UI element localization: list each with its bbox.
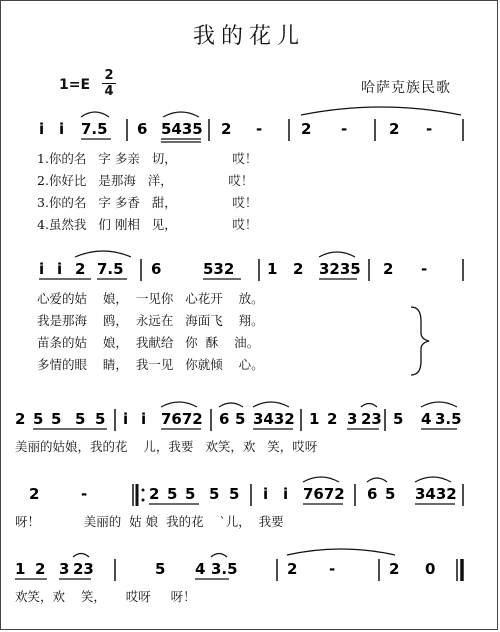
page-title: 我的花儿 — [192, 24, 305, 49]
note: 2 — [75, 260, 86, 278]
note: 3 — [59, 560, 70, 578]
notation-row-1 — [1, 101, 499, 151]
lyric-line: 多情的眼 睛， 我一见 你就倾 心。 — [37, 357, 264, 372]
note: 3.5 — [211, 560, 238, 578]
music-system-3 — [1, 391, 499, 454]
note: 2 — [327, 410, 338, 428]
lyric-line: 欢笑，欢 笑， 哎呀 呀！ — [15, 589, 196, 604]
note: 6 — [137, 120, 148, 138]
note: 5 — [167, 485, 178, 503]
note: 5 — [155, 560, 166, 578]
slur — [361, 404, 377, 408]
note: 1 — [309, 410, 320, 428]
note: 2 — [149, 485, 160, 503]
note: i — [39, 120, 45, 138]
slur — [367, 478, 387, 482]
time-denominator: 4 — [104, 84, 114, 99]
tie — [301, 107, 461, 115]
lyric-line: 2.你好比 是那海 洋， 哎！ — [37, 173, 254, 188]
key-signature: 1=E — [59, 77, 91, 93]
note: 3 — [347, 410, 358, 428]
slur — [421, 402, 457, 407]
song-origin: 哈萨克族民歌 — [361, 80, 451, 96]
slur — [219, 403, 243, 407]
note: 6 — [367, 485, 378, 503]
note: 6 — [219, 410, 230, 428]
note: 4 — [421, 410, 432, 428]
note: i — [283, 485, 289, 503]
note: 5 — [385, 485, 396, 503]
slur — [303, 477, 339, 482]
note: i — [123, 410, 129, 428]
slur — [81, 112, 109, 117]
music-system-5 — [1, 541, 499, 621]
notation-row-4 — [1, 466, 499, 516]
note: 2 — [293, 260, 304, 278]
music-system-4 — [1, 466, 499, 529]
brace-icon — [411, 307, 429, 375]
note: 7672 — [161, 410, 203, 428]
note: - — [426, 120, 433, 138]
note: 2 — [389, 560, 400, 578]
note: 5 — [75, 410, 86, 428]
slur — [163, 112, 199, 117]
lyric-line: 美丽的姑娘，我的花 儿，我要 欢笑，欢 笑，哎呀 — [15, 439, 318, 454]
note: - — [256, 120, 263, 138]
note: 5 — [393, 410, 404, 428]
note: 2 — [301, 120, 312, 138]
lyric-line: 3.你的名 字 多香 甜， 哎！ — [37, 195, 258, 210]
note: 3.5 — [435, 410, 462, 428]
note: i — [57, 260, 63, 278]
note: - — [341, 120, 348, 138]
note: 532 — [203, 260, 235, 278]
note: 2 — [221, 120, 232, 138]
lyric-line: 心爱的姑 娘， 一见你 心花开 放。 — [37, 291, 264, 306]
note: 0 — [425, 560, 436, 578]
note: 1 — [15, 560, 26, 578]
slur — [415, 477, 451, 482]
lyric-line: 苗条的姑 娘， 我献给 你 酥 油。 — [37, 335, 260, 350]
lyric-line: 我是那海 鸥， 永远在 海面飞 翔。 — [37, 313, 264, 328]
note: 2 — [35, 560, 46, 578]
note: 23 — [361, 410, 382, 428]
note: 5 — [33, 410, 44, 428]
note: 2 — [287, 560, 298, 578]
music-system-2 — [1, 241, 499, 391]
slur — [73, 554, 89, 558]
note: 3432 — [415, 485, 457, 503]
note: 2 — [29, 485, 40, 503]
note: 5 — [235, 410, 246, 428]
note: 5 — [95, 410, 106, 428]
note: 2 — [383, 260, 394, 278]
note: - — [421, 260, 428, 278]
note: 2 — [15, 410, 26, 428]
note: 7.5 — [81, 120, 108, 138]
repeat-dot — [142, 489, 145, 492]
note: - — [81, 485, 88, 503]
note: 5 — [185, 485, 196, 503]
slur — [161, 402, 197, 407]
note: 5 — [209, 485, 220, 503]
note: 6 — [151, 260, 162, 278]
note: i — [39, 260, 45, 278]
note: 5 — [229, 485, 240, 503]
notation-row-5 — [1, 541, 499, 591]
note: 1 — [267, 260, 278, 278]
repeat-brace — [1, 241, 499, 391]
note: 23 — [73, 560, 94, 578]
lyric-line: 4.虽然我 们 刚相 见， 哎！ — [37, 217, 258, 232]
music-system-1 — [1, 101, 499, 251]
note: i — [263, 485, 269, 503]
note: i — [141, 410, 147, 428]
note: - — [329, 560, 336, 578]
lyric-line: 1.你的名 字 多亲 切， 哎！ — [37, 151, 258, 166]
notation-row-3 — [1, 391, 499, 441]
repeat-dot — [142, 499, 145, 502]
slur — [211, 554, 227, 558]
note: 2 — [389, 120, 400, 138]
time-numerator: 2 — [104, 68, 114, 83]
note: 4 — [195, 560, 206, 578]
tie — [287, 549, 395, 555]
note: i — [59, 120, 65, 138]
time-signature — [102, 69, 116, 98]
note: 5 — [51, 410, 62, 428]
lyric-line: 呀！ 美丽的 姑 娘 我的花 ˋ儿， 我要 — [15, 514, 284, 529]
note: 7.5 — [97, 260, 124, 278]
note: 3235 — [319, 260, 361, 278]
note: 5435 — [161, 120, 203, 138]
note: 7672 — [303, 485, 345, 503]
note: 3432 — [253, 410, 295, 428]
slur — [253, 402, 289, 407]
